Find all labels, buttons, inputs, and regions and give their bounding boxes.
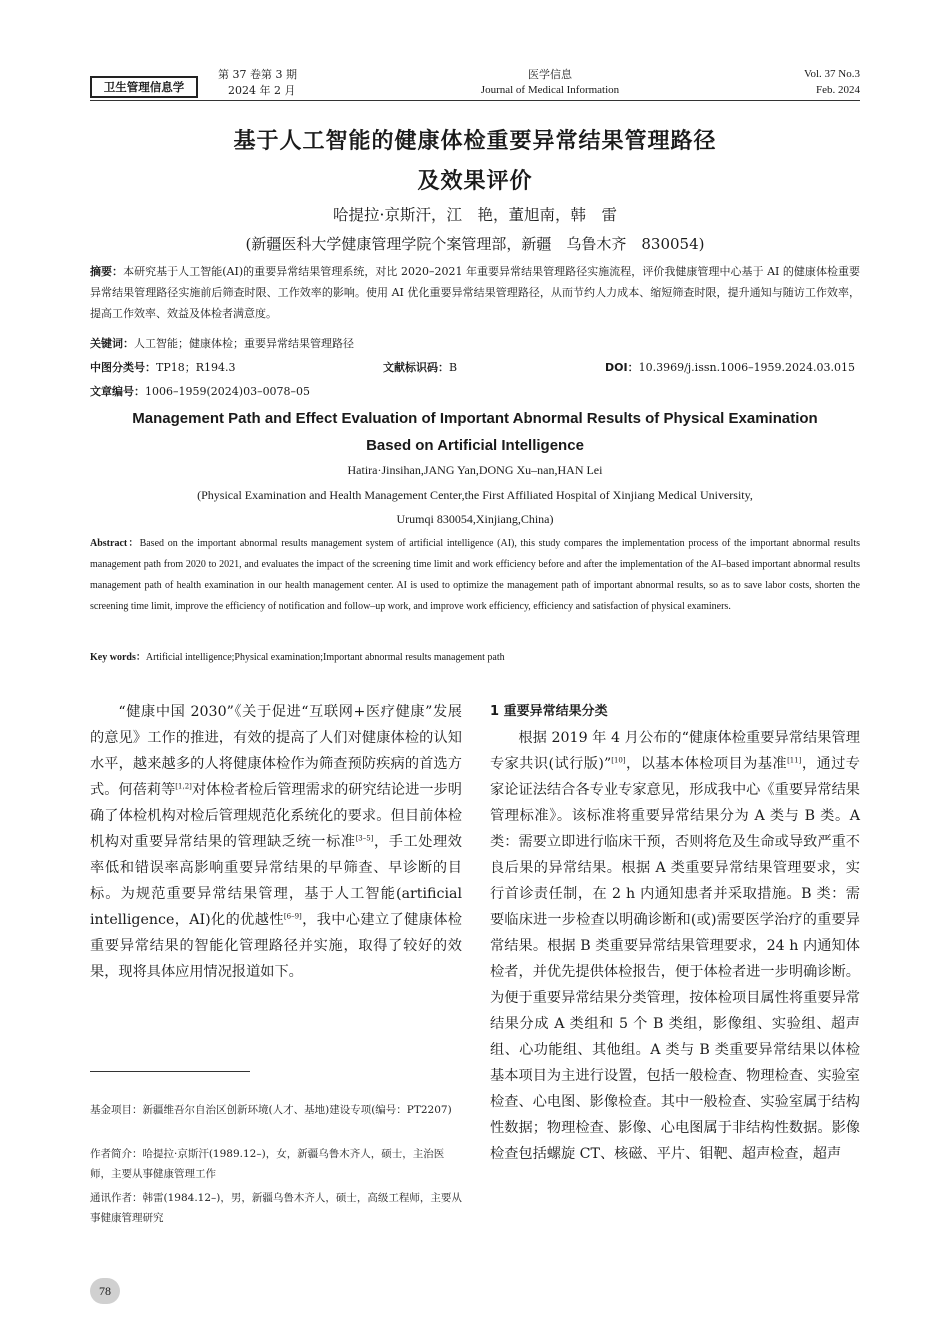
en-keywords-label: Key words： [90, 652, 146, 663]
keywords-cn-text: 人工智能；健康体检；重要异常结果管理路径 [134, 337, 354, 350]
page-number: 78 [90, 1278, 120, 1304]
en-abstract [90, 533, 860, 617]
section-title: 1 重要异常结果分类 [490, 704, 608, 719]
footnote-author-bio: 作者简介：哈提拉·京斯汗(1989.12–)，女，新疆乌鲁木齐人，硕士，主治医师，主要从事健康管理工作 [90, 1148, 445, 1180]
footnote-corresponding: 通讯作者：韩雷(1984.12–)，男，新疆乌鲁木齐人，硕士，高级工程师，主要从事健康管理研究 [90, 1192, 462, 1224]
title-line-1: 基于人工智能的健康体检重要异常结果管理路径 [233, 129, 717, 154]
authors: 哈提拉·京斯汗，江 艳，董旭南，韩 雷 [333, 206, 617, 224]
journal-name-cn: 医学信息 [528, 68, 572, 81]
en-keywords-text: Artificial intelligence;Physical examination;Important abnormal results management path [145, 652, 505, 663]
keywords-cn [90, 333, 860, 354]
doccode-label: 文献标识码： [383, 361, 449, 374]
citation-3-5: [3–5] [355, 834, 374, 843]
citation-11: [11] [787, 756, 802, 765]
section-text-2: ，以基本体检项目为基准 [625, 756, 788, 772]
document-code [383, 357, 457, 378]
en-authors: Hatira·Jinsihan,JANG Yan,DONG Xu–nan,HAN Lei [347, 463, 603, 477]
clc-label: 中图分类号： [90, 361, 156, 374]
footnote-fund: 基金项目：新疆维吾尔自治区创新环境(人才、基地)建设专项(编号：PT2207) [90, 1104, 452, 1116]
affiliation: (新疆医科大学健康管理学院个案管理部，新疆 乌鲁木齐 830054) [245, 235, 705, 253]
citation-1-2: [1,2] [175, 782, 192, 791]
intro-paragraph [90, 699, 462, 985]
title-line-2: 及效果评价 [417, 169, 533, 194]
doi-value: 10.3969/j.issn.1006–1959.2024.03.015 [638, 361, 856, 374]
citation-10: [10] [611, 756, 626, 765]
issue-date: 2024 年 2 月 [228, 84, 296, 97]
date-en: Feb. 2024 [816, 84, 860, 96]
intro-text-4: ，我中心建立了健康体检重要异常结果的智能化管理路径并实施，取得了较好的效果，现将具体应用情况报道如下。 [90, 912, 462, 980]
en-affiliation-line-2: Urumqi 830054,Xinjiang,China) [396, 512, 554, 526]
doi [605, 357, 855, 378]
intro-text-1: “健康中国 2030”《关于促进“互联网+医疗健康”发展的意见》工作的推进，有效的提高了人们对健康体检的认知水平，越来越多的人将健康体检作为筛查预防疾病的首选方式。何蓓莉等 [90, 704, 462, 798]
volume-issue: 第 37 卷第 3 期 [218, 68, 297, 81]
abstract-cn [90, 261, 860, 324]
section-text-3: ，通过专家论证法结合各专业专家意见，形成我中心《重要异常结果管理标准》。该标准将重要异常结果分为 A 类与 B 类。A 类：需要立即进行临床干预，否则将危及生命或导致严重不良后果的异常结果。根据 A 类重要异常结果管理要求，实行首诊责任制，在 2 h 内通知患者并采取措施。B 类：需要临床进一步检查以明确诊断和(或)需要医学治疗的重要异常结果。根据 B 类重要异常结果管理要求，24 h 内通知体检者，并优先提供体检报告，便于体检者进一步明确诊断。为便于重要异常结果分类管理，按体检项目属性将重要异常结果分成 A 类组和 5 个 B 类组，影像组、实验组、超声组、心功能组、其他组。A 类与 B 类重要异常结果以体检基本项目为主进行设置，包括一般检查、物理检查、实验室检查、心电图、影像检查。其中一般检查、实验室属于结构性数据；物理检查、影像、心电图属于非结构性数据。影像检查包括螺旋 CT、核磁、平片、钼靶、超声检查，超声 [490, 756, 860, 1162]
doccode-value: B [449, 361, 458, 374]
en-title-line-1: Management Path and Effect Evaluation of Important Abnormal Results of Physical Examination [132, 410, 818, 427]
en-affiliation-line-1: (Physical Examination and Health Management Center,the First Affiliated Hospital of Xinjiang Medical University, [197, 488, 753, 502]
volume-en: Vol. 37 No.3 [803, 68, 860, 80]
clc-value: TP18；R194.3 [156, 361, 236, 374]
en-title-line-2: Based on Artificial Intelligence [366, 437, 584, 454]
en-keywords [90, 647, 860, 668]
header-rule [90, 100, 860, 101]
keywords-cn-label: 关键词： [90, 337, 134, 350]
article-number [90, 381, 310, 402]
section-paragraph [490, 725, 860, 1167]
abstract-cn-text: 本研究基于人工智能(AI)的重要异常结果管理系统，对比 2020–2021 年重要异常结果管理路径实施流程，评价我健康管理中心基于 AI 的健康体检重要异常结果管理路径实施前后筛查时限、工作效率的影响。使用 AI 优化重要异常结果管理路径，从而节约人力成本、缩短筛查时限，提升通知与随访工作效率，提高工作效率、效益及体检者满意度。 [90, 265, 861, 320]
en-abstract-text: Based on the important abnormal results management system of artificial intelligence (AI), this study compares the implementation process of the important abnormal results management path from 2020 to 2021, and evaluates the impact of the screening time limit and work efficiency before and after the implementation of the AI–based important abnormal results management path of health examination in our health management center. AI is used to optimize the management path of important abnormal results, so as to save labor costs, shorten the screening time limit, improve the efficiency of notification and follow–up work, and improve work efficiency, efficiency and satisfaction of physical examiners. [90, 538, 860, 612]
footnote-rule [90, 1071, 250, 1072]
articleno-value: 1006–1959(2024)03–0078–05 [145, 385, 311, 398]
section-badge: 卫生管理信息学 [90, 76, 198, 98]
articleno-label: 文章编号： [90, 385, 145, 398]
right-column [490, 699, 860, 1167]
journal-name-en: Journal of Medical Information [480, 84, 620, 96]
en-abstract-label: Abstract： [90, 538, 140, 549]
intro-text-3: ，手工处理效率低和错误率高影响重要异常结果的早筛查、早诊断的目标。为规范重要异常结果管理，基于人工智能(artificial intelligence，AI)化的优越性 [90, 834, 462, 928]
intro-text-2: 对体检者检后管理需求的研究结论进一步明确了体检机构对检后管理规范化系统化的要求。但目前体检机构对重要异常结果的管理缺乏统一标准 [90, 782, 462, 850]
clc-number [90, 357, 236, 378]
doi-label: DOI： [605, 361, 639, 374]
left-column [90, 699, 462, 985]
abstract-cn-label: 摘要： [90, 265, 124, 278]
section-text-1: 根据 2019 年 4 月公布的“健康体检重要异常结果管理专家共识(试行版)” [490, 730, 860, 772]
citation-6-9: [6–9] [283, 912, 302, 921]
